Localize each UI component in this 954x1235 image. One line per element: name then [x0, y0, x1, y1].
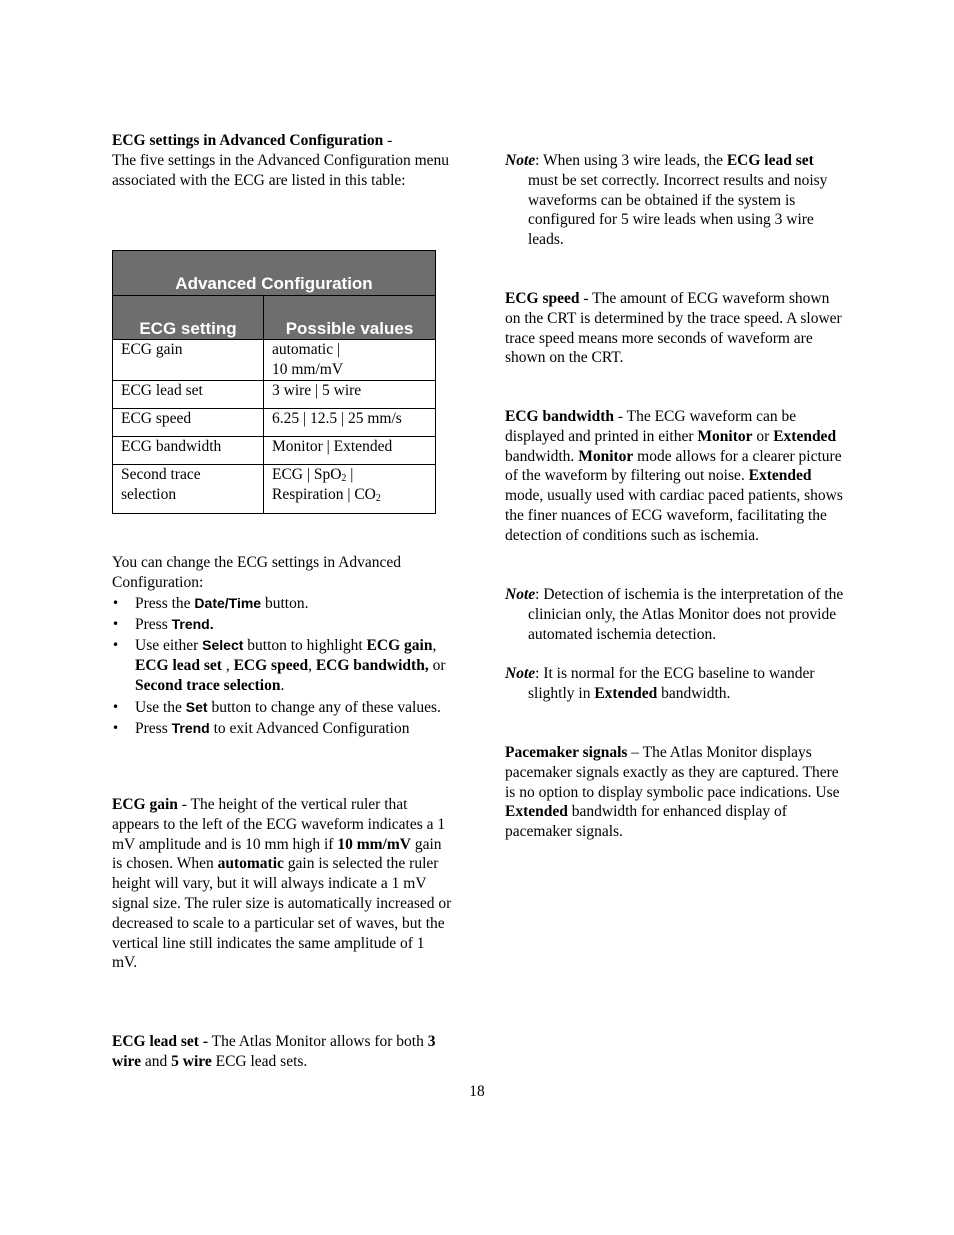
- body-text: - The height of the vertical ruler that appears to the left of the ECG waveform indicates a 1 mV amplitude and is 10 mm high if: [112, 796, 446, 853]
- body-text: mode allows for a clearer picture of the waveform by filtering out noise.: [505, 447, 842, 485]
- step-text: Use either: [135, 637, 203, 654]
- emphasis: 5 wire: [171, 1052, 212, 1070]
- list-item: [112, 697, 452, 718]
- step-text: or: [428, 657, 446, 675]
- table-cell-setting: [113, 465, 264, 514]
- step-text: Use the: [135, 698, 186, 716]
- table-cell-value: Monitor | Extended: [264, 437, 436, 465]
- setting-name: ECG speed: [233, 657, 309, 675]
- note-paragraph: [505, 151, 845, 250]
- body-text: ECG lead sets.: [211, 1052, 308, 1070]
- table-cell-value: 3 wire | 5 wire: [264, 381, 436, 409]
- note-baseline: [505, 664, 845, 704]
- steps-list: [112, 593, 452, 739]
- setting-line: selection: [121, 485, 177, 503]
- emphasis: ECG lead set: [726, 152, 814, 169]
- body-text: - The amount of ECG waveform shown on the CRT is determined by the trace speed. A slower trace speed means more seconds of waveform are shown on the CRT.: [505, 290, 842, 367]
- emphasis: 3 wire: [112, 1033, 436, 1070]
- intro-dash: -: [383, 132, 393, 149]
- body-text: bandwidth.: [657, 684, 731, 702]
- setting-name: ECG lead set: [135, 657, 222, 675]
- ecg-gain-paragraph: [112, 795, 452, 973]
- intro-paragraph: [112, 131, 452, 190]
- step-text: Press the: [135, 594, 195, 612]
- table-cell-setting: ECG gain: [113, 340, 264, 381]
- table-header-values: Possible values: [264, 296, 436, 340]
- step-text: button to highlight: [243, 637, 367, 654]
- emphasis: Monitor: [578, 447, 634, 465]
- button-name: Set: [185, 698, 208, 715]
- note-label: Note: [505, 665, 536, 682]
- step-text: to exit Advanced Configuration: [209, 719, 410, 737]
- pacemaker-section: [505, 743, 845, 842]
- pacemaker-paragraph: [505, 743, 845, 842]
- step-text: ,: [308, 657, 316, 675]
- change-settings-section: [112, 553, 452, 739]
- body-text: gain is selected the ruler height will vary, but it will always indicate a 1 mV signal size. The ruler size is automatically increased or decreased to scale to a particular set of waves, but the vertical line still indicates the same amplitude of 1 mV.: [112, 855, 452, 972]
- emphasis: Extended: [594, 684, 658, 702]
- table-cell-setting: ECG lead set: [113, 381, 264, 409]
- button-name: Select: [202, 637, 244, 653]
- body-text: bandwidth for enhanced display of pacemaker signals.: [505, 803, 787, 841]
- body-text: : It is normal for the ECG baseline to wander slightly in: [528, 665, 815, 702]
- setting-name: ECG bandwidth,: [315, 657, 429, 675]
- step-text: ,: [221, 657, 234, 675]
- table-row: [113, 409, 436, 437]
- table-row: [113, 340, 436, 381]
- note-label: Note: [505, 586, 536, 603]
- section-heading: ECG gain: [112, 796, 178, 813]
- value-text: |: [346, 466, 354, 483]
- emphasis: 10 mm/mV: [337, 835, 411, 853]
- body-text: must be set correctly. Incorrect results and noisy waveforms can be obtained if the system is configured for 5 wire leads when using 3 wire leads.: [528, 171, 828, 249]
- value-text: ECG | SpO: [272, 466, 342, 483]
- section-heading: ECG bandwidth: [505, 408, 614, 425]
- body-text: and: [140, 1052, 172, 1070]
- section-heading: ECG lead set -: [112, 1033, 209, 1050]
- body-text: : When using 3 wire leads, the: [535, 152, 727, 169]
- body-text: gain is chosen. When: [112, 835, 442, 873]
- note-ischemia: [505, 585, 845, 644]
- body-text: – The Atlas Monitor displays pacemaker signals exactly as they are captured. There is no option to display symbolic pace indications. Use: [505, 744, 840, 801]
- note-paragraph: [505, 664, 845, 704]
- step-text: ,: [432, 637, 437, 654]
- advanced-configuration-table: [112, 250, 436, 514]
- step-text: Press: [135, 719, 172, 737]
- ecg-bandwidth-paragraph: [505, 407, 845, 546]
- change-intro: You can change the ECG settings in Advanced Configuration:: [112, 554, 401, 591]
- body-text: bandwidth.: [505, 447, 579, 465]
- setting-line: Second trace: [121, 466, 201, 483]
- list-item: [112, 614, 452, 635]
- note-label: Note: [505, 152, 536, 169]
- ecg-speed-paragraph: [505, 289, 845, 368]
- list-item: [112, 635, 452, 697]
- body-text: - The ECG waveform can be displayed and printed in either: [505, 408, 797, 445]
- body-text: : Detection of ischemia is the interpretation of the clinician only, the Atlas Monitor does not provide automated ischemia detection.: [528, 586, 844, 643]
- emphasis: Extended: [505, 803, 568, 821]
- note-paragraph: [505, 585, 845, 644]
- emphasis: Extended: [748, 467, 812, 485]
- list-item: [112, 593, 452, 614]
- table-title: Advanced Configuration: [113, 251, 436, 296]
- intro-text: The five settings in the Advanced Configuration menu associated with the ECG are listed in this table:: [112, 151, 450, 189]
- page-number: 18: [469, 1083, 485, 1100]
- section-heading: Pacemaker signals: [505, 744, 628, 761]
- step-text: Press: [135, 615, 172, 633]
- table-cell-setting: ECG speed: [113, 409, 264, 437]
- value-text: Respiration | CO: [272, 485, 376, 503]
- table-header-setting: ECG setting: [113, 296, 264, 340]
- table-cell-value: [264, 340, 436, 381]
- ecg-lead-set-section: [112, 1032, 452, 1072]
- note-lead-set: [505, 151, 845, 250]
- table-row: [113, 465, 436, 514]
- step-text: button.: [261, 594, 309, 612]
- button-name: Date/Time: [194, 594, 262, 611]
- subscript: 2: [341, 473, 347, 484]
- button-name: Trend.: [171, 615, 214, 632]
- section-heading: ECG speed: [505, 290, 580, 307]
- intro-heading: ECG settings in Advanced Configuration: [112, 132, 384, 149]
- setting-name: Second trace selection: [135, 677, 281, 695]
- emphasis: Extended: [773, 427, 837, 445]
- step-text: .: [280, 677, 285, 695]
- body-text: or: [752, 427, 774, 445]
- value-line: 10 mm/mV: [272, 360, 344, 378]
- value-line: automatic |: [272, 341, 341, 358]
- setting-name: ECG gain: [366, 637, 433, 654]
- table-row: [113, 381, 436, 409]
- table-cell-value: 6.25 | 12.5 | 25 mm/s: [264, 409, 436, 437]
- table-row: [113, 437, 436, 465]
- ecg-bandwidth-section: [505, 407, 845, 546]
- ecg-speed-section: [505, 289, 845, 368]
- body-text: mode, usually used with cardiac paced patients, shows the finer nuances of ECG waveform, facilitating the detection of conditions such as ischemia.: [505, 487, 843, 544]
- emphasis: automatic: [217, 855, 284, 873]
- table-cell-setting: ECG bandwidth: [113, 437, 264, 465]
- ecg-gain-section: [112, 795, 452, 973]
- subscript: 2: [375, 492, 381, 504]
- ecg-lead-set-paragraph: [112, 1032, 452, 1072]
- step-text: button to change any of these values.: [207, 698, 441, 716]
- left-column: [112, 131, 452, 190]
- emphasis: Monitor: [697, 427, 753, 445]
- table-cell-value: [264, 465, 436, 514]
- button-name: Trend: [171, 719, 210, 736]
- body-text: The Atlas Monitor allows for both: [208, 1033, 428, 1050]
- list-item: [112, 718, 452, 739]
